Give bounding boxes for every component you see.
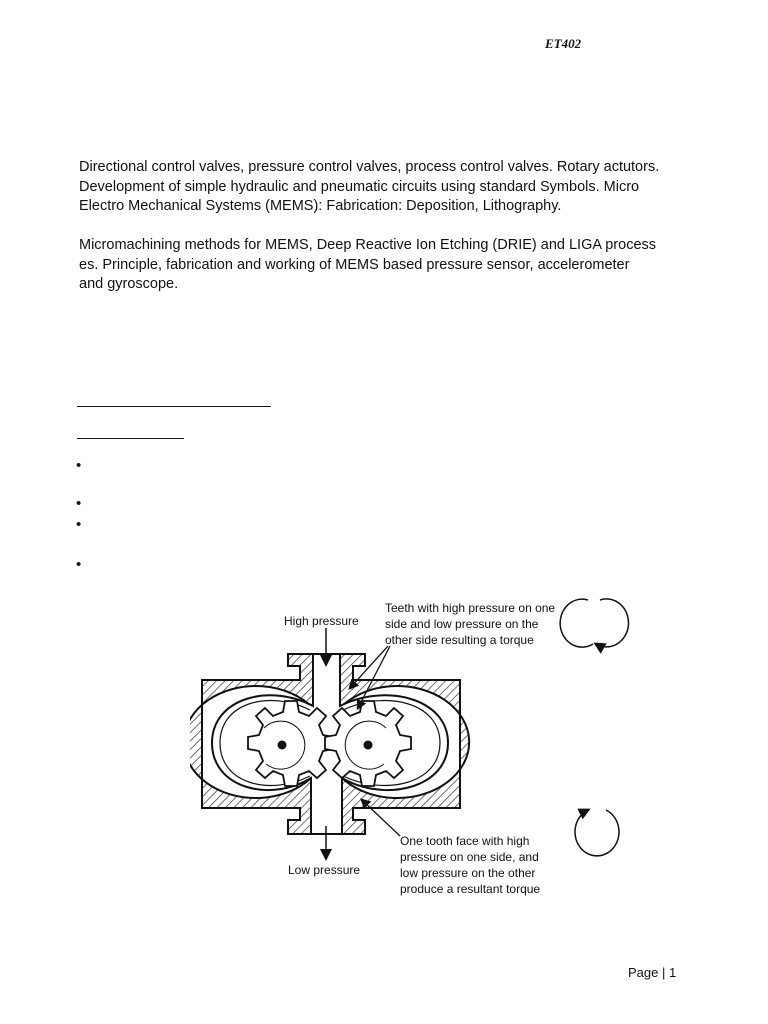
bullet-point: • xyxy=(76,457,82,474)
top-note-line: other side resulting a torque xyxy=(385,633,534,647)
bottom-note-line: One tooth face with high xyxy=(400,834,530,848)
rotation-arrow-icon xyxy=(575,810,619,856)
high-pressure-label: High pressure xyxy=(284,614,359,628)
bottom-note-line: pressure on one side, and xyxy=(400,850,539,864)
bullet-point: • xyxy=(76,556,82,573)
paragraph-line: and gyroscope. xyxy=(79,276,179,292)
right-gear xyxy=(325,701,411,786)
subheading-underline xyxy=(77,438,184,439)
bullet-point: • xyxy=(76,516,82,533)
rotation-arrow-icon xyxy=(560,599,593,647)
paragraph-line: Directional control valves, pressure control valves, process control valves. Rotary actutors. xyxy=(79,159,660,175)
top-note-line: Teeth with high pressure on one xyxy=(385,601,556,615)
low-pressure-label: Low pressure xyxy=(288,863,361,877)
bottom-note-line: produce a resultant torque xyxy=(400,882,541,896)
paragraph-line: es. Principle, fabrication and working of MEMS based pressure sensor, accelerometer xyxy=(79,256,630,273)
bullet-point: • xyxy=(76,495,82,512)
left-gear xyxy=(248,701,334,786)
paragraph-line: Development of simple hydraulic and pneumatic circuits using standard Symbols. Micro xyxy=(79,178,640,195)
paragraph-line: Micromachining methods for MEMS, Deep Reactive Ion Etching (DRIE) and LIGA process xyxy=(79,237,657,253)
gear-motor-diagram xyxy=(190,588,640,908)
paragraph-syllabus-2 xyxy=(79,236,719,295)
rotation-arrow-icon xyxy=(596,599,629,647)
paragraph-line: Electro Mechanical Systems (MEMS): Fabrication: Deposition, Lithography. xyxy=(79,198,562,214)
heading-underline xyxy=(77,406,271,407)
document-code: ET402 xyxy=(545,36,582,51)
page-number: Page | 1 xyxy=(628,965,677,980)
bottom-note-line: low pressure on the other xyxy=(400,866,536,880)
paragraph-syllabus-1 xyxy=(79,158,719,217)
top-note-line: side and low pressure on the xyxy=(385,617,539,631)
